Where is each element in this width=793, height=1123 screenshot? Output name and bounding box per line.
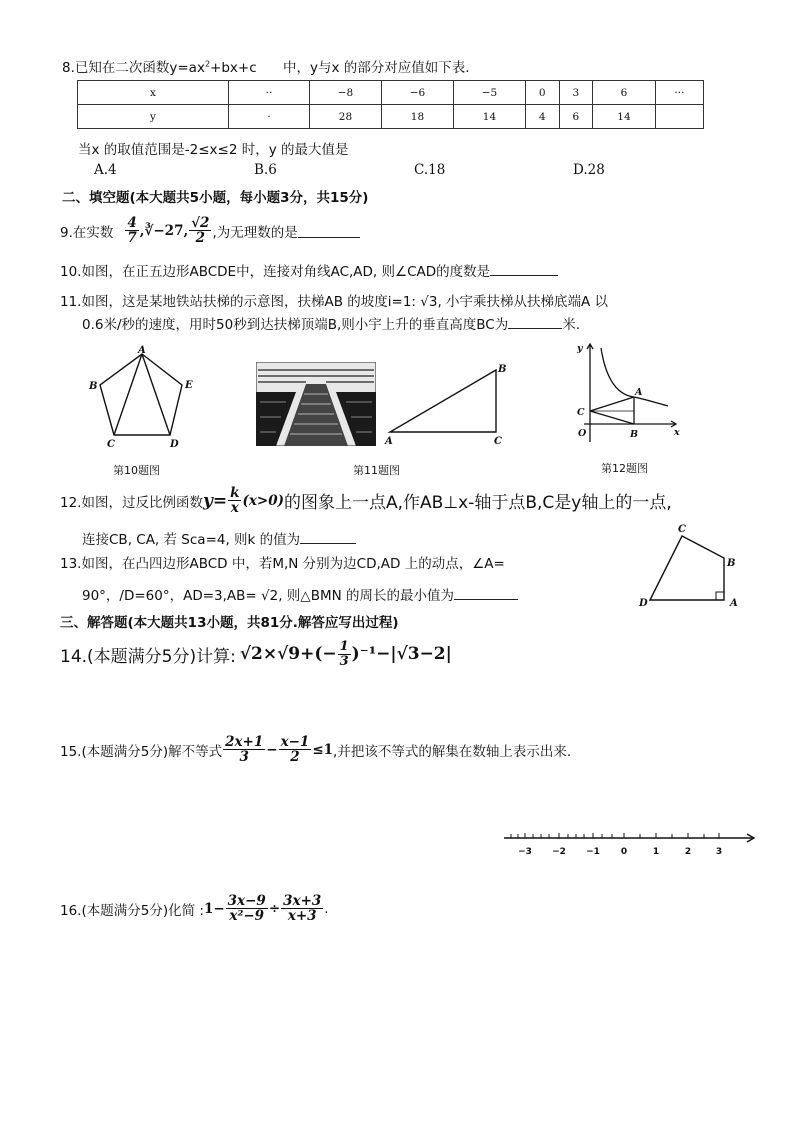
q9-prefix: 9.在实数 <box>60 224 114 241</box>
table-cell: 18 <box>381 105 453 129</box>
fraction-numerator: 2x+1 <box>225 734 264 750</box>
q15-line <box>60 735 571 764</box>
q8-option-a: A.4 <box>94 162 117 178</box>
table-cell: −6 <box>381 81 453 105</box>
q11-line2-text: 0.6米/秒的速度，用时50秒到达扶梯顶端B,则小宇上升的垂直高度BC为 <box>82 317 509 333</box>
q9-cube-root: ∛−27 <box>144 222 184 239</box>
answer-blank[interactable] <box>490 262 558 276</box>
tick-label: −3 <box>518 847 532 857</box>
table-cell: 0 <box>525 81 559 105</box>
q11-unit: 米. <box>562 317 580 333</box>
q8-stem-c: 中，y与x 的部分对应值如下表. <box>282 60 470 76</box>
answer-blank[interactable] <box>508 315 562 329</box>
figure-10 <box>84 342 214 454</box>
figure-11-triangle <box>382 360 512 446</box>
q12-condition: (x>0) <box>242 492 284 509</box>
table-cell: ··· <box>655 81 703 105</box>
q8-stem <box>62 56 470 76</box>
vertex-label: C <box>577 407 585 418</box>
q11-line1: 11.如图，这是某地铁站扶梯的示意图，扶梯AB 的坡度i=1: √3, 小宇乘扶梯从扶梯底端A 以 <box>60 294 609 310</box>
tick-label: 3 <box>715 847 723 857</box>
q10-text: 10.如图，在正五边形ABCDE中，连接对角线AC,AD, 则∠CAD的度数是 <box>60 264 491 280</box>
vertex-label: B <box>630 429 639 440</box>
answer-blank[interactable] <box>298 224 360 238</box>
table-cell: x <box>78 81 229 105</box>
fraction-denominator: x²−9 <box>229 908 265 925</box>
escalator-photo <box>256 362 376 446</box>
q8-option-b: B.6 <box>254 162 277 178</box>
fraction-numerator: 1 <box>339 639 349 654</box>
figure-13 <box>636 520 746 612</box>
vertex-label: A <box>385 436 393 446</box>
q14-expr-a: √2×√9+(− <box>239 644 337 665</box>
q16-prefix: 16.(本题满分5分)化简 : <box>60 902 204 919</box>
figure-11-caption: 第11题图 <box>353 464 400 477</box>
q8-stem-a: 8.已知在二次函数y=ax <box>62 60 205 76</box>
tick-label: 1 <box>652 847 660 857</box>
table-cell: 3 <box>559 81 593 105</box>
fraction-denominator: 3 <box>339 653 349 669</box>
vertex-label: E <box>185 380 193 391</box>
q14-expr-b: )⁻¹−|√3−2| <box>351 644 452 665</box>
q15-minus: − <box>266 741 278 758</box>
table-cell: · <box>229 105 310 129</box>
vertex-label: A <box>635 387 643 398</box>
table-cell: 6 <box>593 81 656 105</box>
table-cell <box>655 105 703 129</box>
tick-label: 0 <box>620 847 628 857</box>
q16-fraction-2 <box>281 894 323 923</box>
vertex-label: C <box>494 436 502 446</box>
vertex-label: A <box>138 345 146 356</box>
tick-label: −2 <box>552 847 566 857</box>
fraction-denominator: x <box>230 500 239 517</box>
figure-12-caption: 第12题图 <box>601 462 648 475</box>
vertex-label: D <box>170 439 179 450</box>
q8-option-c: C.18 <box>414 162 446 178</box>
q12-formula-y: y= <box>202 490 228 511</box>
q16-fraction-1 <box>226 894 268 923</box>
fraction-denominator: x+3 <box>287 908 317 925</box>
fraction-numerator: x−1 <box>280 734 310 750</box>
fraction-numerator: √2 <box>191 215 210 231</box>
fraction-denominator: 2 <box>195 230 206 247</box>
origin-label: O <box>578 428 587 439</box>
q13-line2 <box>82 584 518 604</box>
answer-blank[interactable] <box>454 586 518 600</box>
q12-line2-text: 连接CB, CA, 若 Sca=4, 则k 的值为 <box>82 532 301 548</box>
table-cell: 4 <box>525 105 559 129</box>
fraction-denominator: 2 <box>290 749 300 766</box>
q15-fraction-2 <box>279 735 312 764</box>
vertex-label: B <box>89 381 98 392</box>
table-cell: −8 <box>310 81 382 105</box>
table-cell: 28 <box>310 105 382 129</box>
table-row-x <box>78 81 704 105</box>
vertex-label: A <box>730 598 738 609</box>
q15-prefix: 15.(本题满分5分)解不等式 <box>60 743 223 760</box>
fraction-numerator: 4 <box>127 215 137 231</box>
vertex-label: D <box>639 598 648 609</box>
q9-fraction <box>125 216 138 245</box>
table-cell: 14 <box>593 105 656 129</box>
table-cell: 14 <box>453 105 525 129</box>
section-2-heading: 二、填空题(本大题共5小题，每小题3分，共15分) <box>62 190 369 206</box>
q16-divide: ÷ <box>268 900 281 917</box>
tick-label: 2 <box>684 847 692 857</box>
figure-12 <box>568 340 686 448</box>
table-row-y <box>78 105 704 129</box>
q12-line1 <box>60 486 672 515</box>
q9-sqrt-fraction <box>189 216 211 245</box>
answer-blank[interactable] <box>300 530 356 544</box>
q9-line: 9.在实数 $\frac{4}{7}$ , ∛−27 , $\frac{√2}{2}$ ,为无理数的是 <box>60 216 360 245</box>
q15-fraction-1 <box>223 735 265 764</box>
axis-label: x <box>674 427 680 438</box>
q14-fraction <box>338 640 351 668</box>
value-table <box>77 80 704 129</box>
fraction-denominator: 3 <box>239 749 249 766</box>
vertex-label: C <box>107 439 115 450</box>
q15-suffix: ,并把该不等式的解集在数轴上表示出来. <box>333 743 572 760</box>
q9-suffix: ,为无理数的是 <box>212 224 298 241</box>
table-cell: y <box>78 105 229 129</box>
q8-sup: 2 <box>204 59 211 69</box>
fraction-numerator: k <box>230 485 240 501</box>
q12-suffix: 的图象上一点A,作AB⊥x-轴于点B,C是y轴上的一点, <box>284 493 672 514</box>
q8-option-d: D.28 <box>573 162 605 178</box>
vertex-label: B <box>727 558 736 569</box>
q10-line <box>60 260 558 280</box>
fraction-numerator: 3x+3 <box>283 893 322 909</box>
number-line <box>500 828 760 860</box>
q12-fraction <box>228 486 241 515</box>
table-cell: ·· <box>229 81 310 105</box>
tick-label: −1 <box>586 847 600 857</box>
vertex-label: B <box>498 364 507 375</box>
q8-stem-b: +bx+c <box>210 60 257 76</box>
q13-line1: 13.如图，在凸四边形ABCD 中，若M,N 分别为边CD,AD 上的动点，∠A= <box>60 556 505 572</box>
q16-line <box>60 894 329 923</box>
q12-prefix: 12.如图，过反比例函数 <box>60 494 203 511</box>
q16-lead: 1− <box>203 900 225 917</box>
q12-line2 <box>82 528 356 548</box>
section-3-heading: 三、解答题(本大题共13小题，共81分.解答应写出过程) <box>60 615 399 631</box>
table-cell: 6 <box>559 105 593 129</box>
axis-label: y <box>577 343 583 354</box>
q8-question: 当x 的取值范围是-2≤x≤2 时，y 的最大值是 <box>78 142 349 158</box>
q15-relation: ≤1 <box>312 741 334 758</box>
vertex-label: C <box>678 524 686 535</box>
fraction-numerator: 3x−9 <box>227 893 266 909</box>
q13-line2-text: 90°，/D=60°，AD=3,AB= √2, 则△BMN 的周长的最小值为 <box>82 588 454 604</box>
q14-prefix: 14.(本题满分5分)计算: <box>60 646 236 667</box>
q11-line2 <box>82 313 580 333</box>
q14-line <box>60 640 452 668</box>
q16-end: . <box>324 900 329 917</box>
figure-10-caption: 第10题图 <box>113 464 160 477</box>
fraction-denominator: 7 <box>127 230 137 247</box>
table-cell: −5 <box>453 81 525 105</box>
